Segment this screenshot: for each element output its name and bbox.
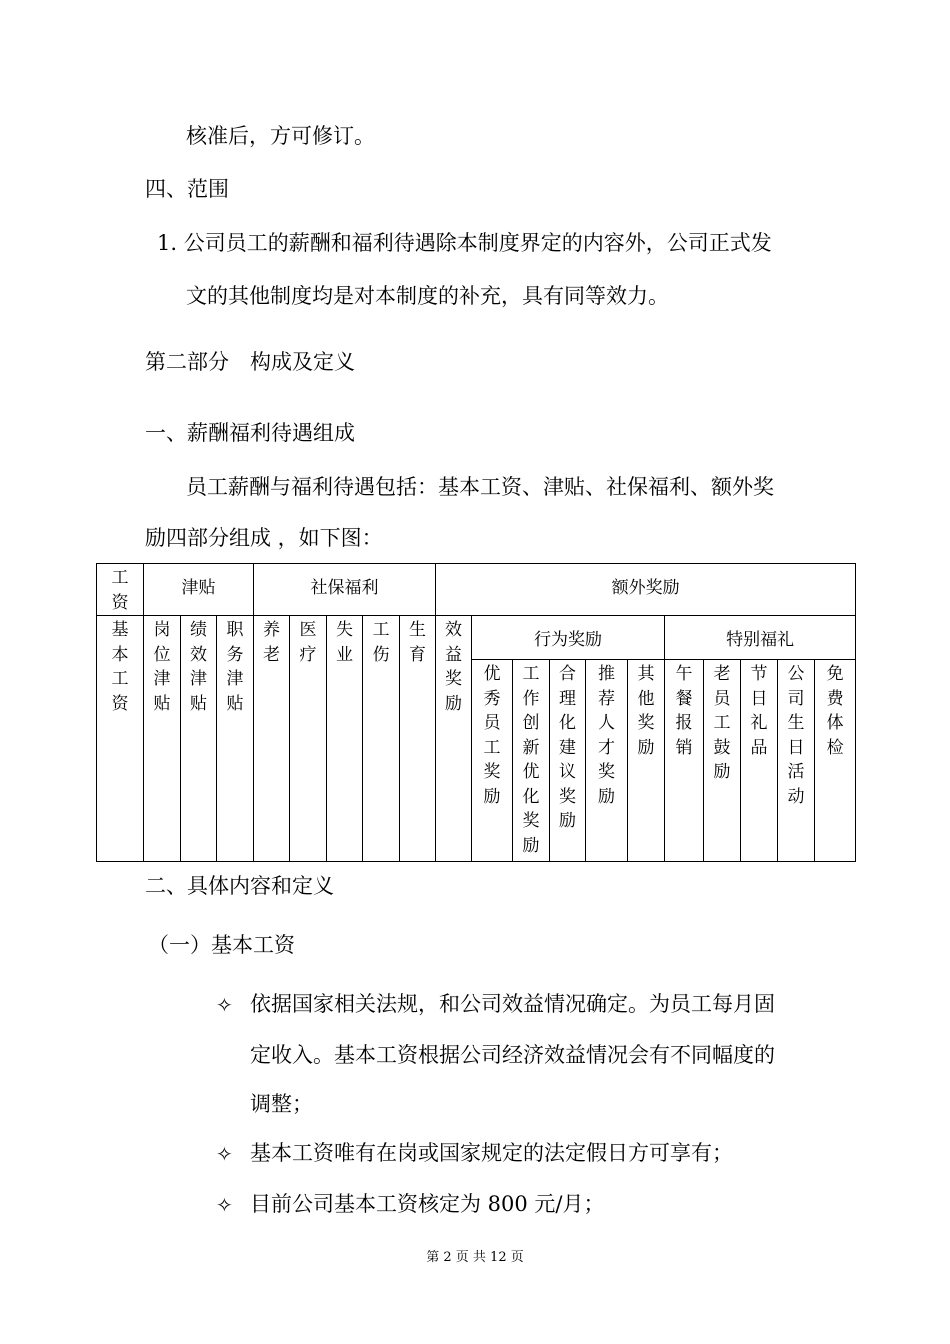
paragraph-scope-1b: 文的其他制度均是对本制度的补充，具有同等效力。 bbox=[186, 284, 669, 308]
cell-unemployment: 失业 bbox=[327, 616, 363, 862]
header-allowance: 津贴 bbox=[144, 564, 254, 616]
heading-basic-wage: （一）基本工资 bbox=[148, 933, 295, 957]
cell-lunch-reimbursement: 午餐报销 bbox=[665, 660, 704, 862]
cell-duty-allowance: 职务津贴 bbox=[217, 616, 254, 862]
paragraph-approval: 核准后，方可修订。 bbox=[186, 124, 375, 148]
cell-talent-referral: 推荐人才奖励 bbox=[586, 660, 628, 862]
bullet-icon: ✧ bbox=[216, 1193, 233, 1217]
bullet-icon: ✧ bbox=[216, 993, 233, 1017]
header-special-benefit: 特别福礼 bbox=[665, 616, 856, 660]
bullet-2: 基本工资唯有在岗或国家规定的法定假日方可享有； bbox=[250, 1141, 733, 1165]
header-wage: 工资 bbox=[97, 564, 144, 616]
paragraph-composition-a: 员工薪酬与福利待遇包括：基本工资、津贴、社保福利、额外奖 bbox=[186, 475, 774, 499]
cell-rational-suggestion: 合理化建议奖励 bbox=[550, 660, 586, 862]
bullet-3: 目前公司基本工资核定为 800 元/月； bbox=[250, 1192, 605, 1216]
cell-holiday-gift: 节日礼品 bbox=[741, 660, 778, 862]
page-footer: 第 2 页 共 12 页 bbox=[426, 1250, 524, 1265]
compensation-structure-table bbox=[96, 563, 856, 862]
paragraph-composition-b: 励四部分组成 ，如下图： bbox=[145, 526, 383, 550]
heading-composition: 一、薪酬福利待遇组成 bbox=[145, 421, 355, 445]
cell-medical: 医疗 bbox=[290, 616, 327, 862]
bullet-1-line-b: 定收入。基本工资根据公司经济效益情况会有不同幅度的 bbox=[250, 1043, 775, 1067]
cell-company-birthday: 公司生日活动 bbox=[778, 660, 815, 862]
header-extra-reward: 额外奖励 bbox=[436, 564, 856, 616]
cell-performance-allowance: 绩效津贴 bbox=[181, 616, 217, 862]
cell-basic-wage: 基本工资 bbox=[97, 616, 144, 862]
header-behavior-reward: 行为奖励 bbox=[472, 616, 665, 660]
cell-maternity: 生育 bbox=[400, 616, 436, 862]
header-social-insurance: 社保福利 bbox=[254, 564, 436, 616]
cell-outstanding-employee: 优秀员工奖励 bbox=[472, 660, 513, 862]
paragraph-scope-1a: 1. 公司员工的薪酬和福利待遇除本制度界定的内容外，公司正式发 bbox=[157, 231, 772, 255]
cell-profit-reward: 效益奖励 bbox=[436, 616, 472, 862]
bullet-1-line-a: 依据国家相关法规，和公司效益情况确定。为员工每月固 bbox=[250, 992, 775, 1016]
cell-work-innovation: 工作创新优化奖励 bbox=[513, 660, 550, 862]
heading-details: 二、具体内容和定义 bbox=[145, 874, 334, 898]
cell-free-checkup: 免费体检 bbox=[815, 660, 856, 862]
cell-pension: 养老 bbox=[254, 616, 290, 862]
heading-scope: 四、范围 bbox=[145, 177, 229, 201]
cell-work-injury: 工伤 bbox=[363, 616, 400, 862]
cell-senior-employee: 老员工鼓励 bbox=[704, 660, 741, 862]
cell-position-allowance: 岗位津贴 bbox=[144, 616, 181, 862]
cell-other-reward: 其他奖励 bbox=[628, 660, 665, 862]
bullet-1-line-c: 调整； bbox=[250, 1092, 313, 1116]
bullet-icon: ✧ bbox=[216, 1142, 233, 1166]
heading-part-two: 第二部分 构成及定义 bbox=[145, 350, 355, 374]
